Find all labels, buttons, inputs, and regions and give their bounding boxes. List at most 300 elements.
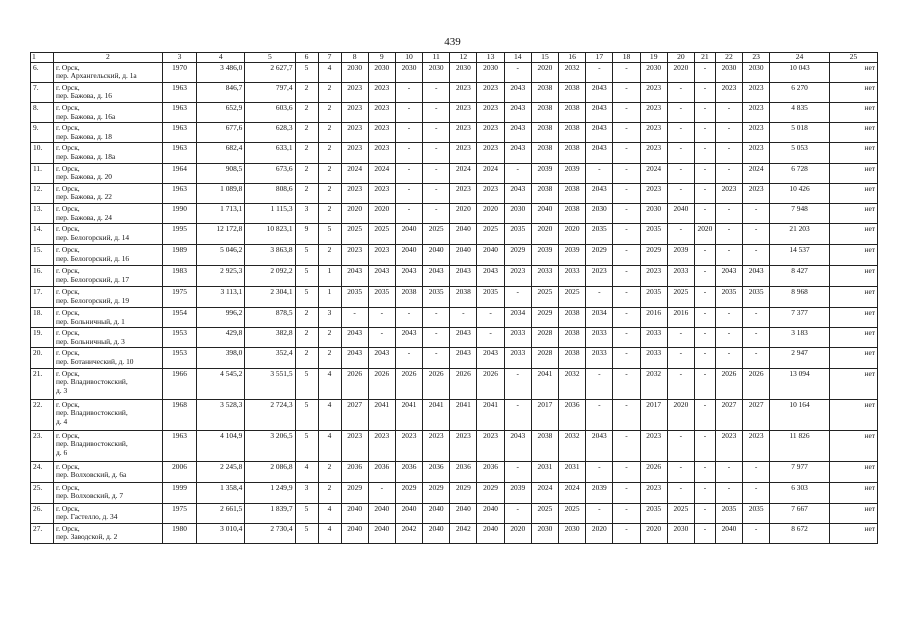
table-cell: 2027 bbox=[715, 399, 742, 430]
table-cell: 5 bbox=[295, 245, 318, 266]
column-number: 21 bbox=[694, 53, 715, 63]
table-cell: 2023 bbox=[423, 430, 450, 461]
table-cell: 2043 bbox=[504, 123, 531, 143]
table-cell: - bbox=[613, 461, 640, 482]
address-cell bbox=[54, 245, 163, 266]
address-cell bbox=[54, 102, 163, 122]
table-cell: - bbox=[395, 183, 422, 203]
table-cell: 2036 bbox=[341, 461, 368, 482]
table-cell: 878,5 bbox=[245, 308, 295, 328]
table-cell: - bbox=[715, 224, 742, 245]
table-cell: - bbox=[368, 482, 395, 503]
address-cell bbox=[54, 82, 163, 102]
table-cell: - bbox=[423, 183, 450, 203]
table-cell: 2036 bbox=[395, 461, 422, 482]
table-cell: 846,7 bbox=[197, 82, 245, 102]
table-cell: 2016 bbox=[667, 308, 694, 328]
table-cell: 2023 bbox=[395, 430, 422, 461]
table-cell: 4 bbox=[318, 503, 341, 523]
table-cell: 603,6 bbox=[245, 102, 295, 122]
table-cell: нет bbox=[829, 102, 877, 122]
table-cell: 2 bbox=[318, 482, 341, 503]
table-cell: 22. bbox=[31, 399, 54, 430]
table-cell: 10 426 bbox=[770, 183, 830, 203]
table-cell: 3 bbox=[318, 308, 341, 328]
address-line: пер. Бажова, д. 16 bbox=[56, 91, 112, 101]
table-cell: нет bbox=[829, 308, 877, 328]
address-cell bbox=[54, 399, 163, 430]
table-cell: 19. bbox=[31, 328, 54, 348]
table-cell: 10 164 bbox=[770, 399, 830, 430]
column-number: 17 bbox=[586, 53, 613, 63]
table-cell: 2025 bbox=[341, 224, 368, 245]
table-cell: - bbox=[667, 328, 694, 348]
table-cell: - bbox=[694, 163, 715, 183]
table-cell: 1 713,1 bbox=[197, 203, 245, 223]
table-cell: - bbox=[450, 308, 477, 328]
table-cell: 14. bbox=[31, 224, 54, 245]
table-cell: 7 977 bbox=[770, 461, 830, 482]
column-number: 6 bbox=[295, 53, 318, 63]
address-line: г. Орск, bbox=[56, 430, 80, 440]
table-cell: 5 bbox=[295, 399, 318, 430]
column-number: 12 bbox=[450, 53, 477, 63]
table-cell: 2030 bbox=[368, 62, 395, 82]
table-cell: 2025 bbox=[423, 224, 450, 245]
table-cell: 2 bbox=[318, 461, 341, 482]
table-row bbox=[31, 348, 878, 368]
table-cell: 2043 bbox=[450, 266, 477, 287]
table-cell: 2040 bbox=[450, 224, 477, 245]
table-cell: 2040 bbox=[477, 523, 504, 543]
table-cell: нет bbox=[829, 430, 877, 461]
table-cell: 2035 bbox=[504, 224, 531, 245]
table-cell: - bbox=[715, 163, 742, 183]
table-row bbox=[31, 183, 878, 203]
table-cell: 25. bbox=[31, 482, 54, 503]
table-cell: 18. bbox=[31, 308, 54, 328]
column-number: 25 bbox=[829, 53, 877, 63]
table-cell: 2038 bbox=[531, 82, 558, 102]
table-cell: 2023 bbox=[640, 482, 667, 503]
table-cell: 12. bbox=[31, 183, 54, 203]
table-cell: 2 bbox=[295, 183, 318, 203]
table-cell: 2023 bbox=[450, 102, 477, 122]
table-cell: нет bbox=[829, 287, 877, 308]
table-cell: 2023 bbox=[504, 266, 531, 287]
table-cell: 2043 bbox=[341, 328, 368, 348]
table-cell: 2043 bbox=[341, 348, 368, 368]
table-cell: 2023 bbox=[477, 183, 504, 203]
address-cell bbox=[54, 266, 163, 287]
table-cell: - bbox=[395, 308, 422, 328]
table-cell: - bbox=[395, 102, 422, 122]
table-cell: 2020 bbox=[586, 523, 613, 543]
table-cell: 14 537 bbox=[770, 245, 830, 266]
address-line: г. Орск, bbox=[56, 399, 80, 409]
table-cell: 2036 bbox=[423, 461, 450, 482]
address-line: г. Орск, bbox=[56, 503, 80, 513]
table-cell: 2030 bbox=[743, 62, 770, 82]
table-cell: 2040 bbox=[368, 503, 395, 523]
table-cell: - bbox=[715, 308, 742, 328]
table-cell: 2043 bbox=[504, 82, 531, 102]
table-cell: - bbox=[613, 503, 640, 523]
table-cell: - bbox=[613, 308, 640, 328]
table-cell: 2 627,7 bbox=[245, 62, 295, 82]
table-cell: 4 bbox=[318, 399, 341, 430]
table-cell: 17. bbox=[31, 287, 54, 308]
table-cell: - bbox=[715, 461, 742, 482]
table-cell: 2041 bbox=[531, 368, 558, 399]
address-line: пер. Белогорский, д. 16 bbox=[56, 253, 130, 263]
table-cell: - bbox=[504, 163, 531, 183]
table-cell: 2039 bbox=[667, 245, 694, 266]
table-cell: - bbox=[694, 430, 715, 461]
table-cell: 2030 bbox=[667, 523, 694, 543]
table-cell: - bbox=[395, 348, 422, 368]
table-cell: 4 bbox=[318, 62, 341, 82]
address-line: пер. Владивостокский, bbox=[56, 408, 128, 418]
table-cell: - bbox=[395, 82, 422, 102]
table-cell: 2033 bbox=[640, 328, 667, 348]
table-cell: - bbox=[586, 461, 613, 482]
table-cell: 2023 bbox=[477, 123, 504, 143]
table-cell: - bbox=[423, 203, 450, 223]
address-cell bbox=[54, 328, 163, 348]
table-cell: 2023 bbox=[368, 430, 395, 461]
table-cell: 2035 bbox=[715, 287, 742, 308]
table-cell: 2029 bbox=[477, 482, 504, 503]
table-cell: 1 358,4 bbox=[197, 482, 245, 503]
address-line: д. 3 bbox=[56, 385, 68, 395]
table-cell: 2020 bbox=[450, 203, 477, 223]
table-cell: 2023 bbox=[715, 183, 742, 203]
table-cell: 677,6 bbox=[197, 123, 245, 143]
table-cell: 2030 bbox=[395, 62, 422, 82]
table-cell: 2023 bbox=[368, 102, 395, 122]
address-line: г. Орск, bbox=[56, 523, 80, 533]
table-cell: 398,0 bbox=[197, 348, 245, 368]
table-cell: 2041 bbox=[368, 399, 395, 430]
table-cell: 382,8 bbox=[245, 328, 295, 348]
address-cell bbox=[54, 503, 163, 523]
table-cell: - bbox=[715, 245, 742, 266]
table-cell: 2023 bbox=[341, 102, 368, 122]
table-cell: 2020 bbox=[531, 62, 558, 82]
table-cell: нет bbox=[829, 368, 877, 399]
table-cell: - bbox=[743, 482, 770, 503]
table-cell: 2031 bbox=[531, 461, 558, 482]
table-cell: 2025 bbox=[667, 287, 694, 308]
table-row bbox=[31, 430, 878, 461]
column-number: 8 bbox=[341, 53, 368, 63]
table-cell: - bbox=[667, 224, 694, 245]
column-number: 2 bbox=[54, 53, 163, 63]
table-cell: 2040 bbox=[341, 523, 368, 543]
table-row bbox=[31, 82, 878, 102]
table-cell: 2036 bbox=[368, 461, 395, 482]
address-line: д. 6 bbox=[56, 447, 68, 457]
table-cell: 7 667 bbox=[770, 503, 830, 523]
column-number-row bbox=[31, 53, 878, 63]
table-cell: 2023 bbox=[341, 123, 368, 143]
table-cell: 2043 bbox=[504, 143, 531, 163]
table-cell: 2028 bbox=[531, 348, 558, 368]
table-cell: 1963 bbox=[162, 430, 197, 461]
table-cell: - bbox=[613, 203, 640, 223]
address-cell bbox=[54, 523, 163, 543]
table-cell: 2026 bbox=[477, 368, 504, 399]
table-cell: 2043 bbox=[395, 328, 422, 348]
table-cell: нет bbox=[829, 328, 877, 348]
table-cell: 2023 bbox=[368, 183, 395, 203]
table-cell: 2038 bbox=[531, 123, 558, 143]
table-cell: - bbox=[694, 62, 715, 82]
table-row bbox=[31, 308, 878, 328]
table-cell: 2025 bbox=[368, 224, 395, 245]
table-cell: 2040 bbox=[667, 203, 694, 223]
table-cell: 2038 bbox=[559, 328, 586, 348]
table-cell: нет bbox=[829, 482, 877, 503]
table-cell: - bbox=[694, 461, 715, 482]
table-row bbox=[31, 461, 878, 482]
table-cell: - bbox=[667, 143, 694, 163]
table-cell: 1966 bbox=[162, 368, 197, 399]
table-cell: 2023 bbox=[743, 82, 770, 102]
table-cell: 13. bbox=[31, 203, 54, 223]
table-cell: 2 bbox=[318, 245, 341, 266]
table-cell: 5 053 bbox=[770, 143, 830, 163]
table-cell: 3 113,1 bbox=[197, 287, 245, 308]
table-cell: 1953 bbox=[162, 328, 197, 348]
table-cell: 2038 bbox=[531, 430, 558, 461]
address-cell bbox=[54, 461, 163, 482]
table-cell: 27. bbox=[31, 523, 54, 543]
table-cell: - bbox=[586, 368, 613, 399]
table-cell: 2029 bbox=[341, 482, 368, 503]
address-line: пер. Белогорский, д. 19 bbox=[56, 295, 130, 305]
table-cell: - bbox=[613, 368, 640, 399]
table-cell: 2 bbox=[295, 82, 318, 102]
table-cell: - bbox=[423, 163, 450, 183]
table-cell: 2 bbox=[318, 143, 341, 163]
table-cell: - bbox=[694, 245, 715, 266]
table-cell: 2038 bbox=[531, 102, 558, 122]
address-cell bbox=[54, 123, 163, 143]
table-cell: 15. bbox=[31, 245, 54, 266]
table-cell: - bbox=[667, 123, 694, 143]
table-cell: - bbox=[341, 308, 368, 328]
table-cell: 2043 bbox=[504, 430, 531, 461]
table-cell: - bbox=[743, 245, 770, 266]
table-cell: - bbox=[613, 62, 640, 82]
table-cell: 2023 bbox=[640, 183, 667, 203]
table-cell: 3 010,4 bbox=[197, 523, 245, 543]
table-cell: 8 968 bbox=[770, 287, 830, 308]
table-cell: 2 730,4 bbox=[245, 523, 295, 543]
table-cell: 2 bbox=[295, 143, 318, 163]
table-cell: 2034 bbox=[504, 308, 531, 328]
table-cell: 1 115,3 bbox=[245, 203, 295, 223]
table-cell: 2043 bbox=[586, 123, 613, 143]
address-cell bbox=[54, 143, 163, 163]
table-cell: 2024 bbox=[477, 163, 504, 183]
table-cell: 2042 bbox=[450, 523, 477, 543]
table-cell: - bbox=[504, 461, 531, 482]
column-number: 18 bbox=[613, 53, 640, 63]
table-row bbox=[31, 368, 878, 399]
table-cell: 7. bbox=[31, 82, 54, 102]
table-cell: 2026 bbox=[368, 368, 395, 399]
table-cell: - bbox=[586, 62, 613, 82]
table-cell: 4 545,2 bbox=[197, 368, 245, 399]
table-cell: 10 823,1 bbox=[245, 224, 295, 245]
table-cell: - bbox=[667, 348, 694, 368]
table-cell: 2033 bbox=[586, 328, 613, 348]
table-cell: - bbox=[613, 523, 640, 543]
address-line: г. Орск, bbox=[56, 82, 80, 92]
table-cell: - bbox=[667, 163, 694, 183]
address-cell bbox=[54, 348, 163, 368]
address-cell bbox=[54, 368, 163, 399]
table-cell: 11 826 bbox=[770, 430, 830, 461]
table-cell: 16. bbox=[31, 266, 54, 287]
table-cell: 673,6 bbox=[245, 163, 295, 183]
table-cell: 2020 bbox=[368, 203, 395, 223]
table-cell: 8. bbox=[31, 102, 54, 122]
table-cell: 652,9 bbox=[197, 102, 245, 122]
address-line: пер. Бажова, д. 22 bbox=[56, 192, 112, 202]
table-cell: 2 bbox=[318, 123, 341, 143]
table-cell: 1953 bbox=[162, 348, 197, 368]
table-cell: 9 bbox=[295, 224, 318, 245]
table-cell: 2043 bbox=[395, 266, 422, 287]
table-cell: 2040 bbox=[477, 503, 504, 523]
column-number: 20 bbox=[667, 53, 694, 63]
table-cell: - bbox=[504, 503, 531, 523]
table-cell: 2035 bbox=[640, 224, 667, 245]
table-cell: 4 bbox=[318, 368, 341, 399]
address-line: пер. Волховский, д. 6а bbox=[56, 470, 127, 480]
table-cell: 2040 bbox=[531, 203, 558, 223]
table-cell: 2 bbox=[295, 328, 318, 348]
table-cell: - bbox=[586, 503, 613, 523]
table-cell: - bbox=[504, 368, 531, 399]
table-cell: 5 bbox=[295, 523, 318, 543]
column-number: 3 bbox=[162, 53, 197, 63]
table-cell: 2035 bbox=[586, 224, 613, 245]
table-cell: - bbox=[504, 287, 531, 308]
table-cell: - bbox=[586, 287, 613, 308]
table-cell: - bbox=[694, 328, 715, 348]
table-cell: 2023 bbox=[640, 430, 667, 461]
table-cell: 2030 bbox=[341, 62, 368, 82]
table-cell: 2020 bbox=[667, 399, 694, 430]
table-cell: - bbox=[613, 482, 640, 503]
table-cell: 9. bbox=[31, 123, 54, 143]
table-cell: 2025 bbox=[477, 224, 504, 245]
address-line: д. 4 bbox=[56, 416, 68, 426]
table-cell: 1995 bbox=[162, 224, 197, 245]
table-cell: - bbox=[715, 102, 742, 122]
table-cell: 2038 bbox=[450, 287, 477, 308]
address-line: г. Орск, bbox=[56, 245, 80, 255]
table-cell: 2023 bbox=[450, 183, 477, 203]
table-row bbox=[31, 102, 878, 122]
table-cell: - bbox=[423, 102, 450, 122]
address-line: пер. Бажова, д. 18а bbox=[56, 151, 116, 161]
table-cell: 2043 bbox=[586, 102, 613, 122]
table-cell: - bbox=[743, 523, 770, 543]
column-number: 1 bbox=[31, 53, 54, 63]
table-cell: 4 835 bbox=[770, 102, 830, 122]
table-cell: - bbox=[667, 482, 694, 503]
table-cell: 2023 bbox=[341, 183, 368, 203]
table-cell: 2 245,8 bbox=[197, 461, 245, 482]
table-cell: 2023 bbox=[743, 430, 770, 461]
table-cell: нет bbox=[829, 163, 877, 183]
table-cell: 1963 bbox=[162, 102, 197, 122]
table-cell: 2040 bbox=[715, 523, 742, 543]
table-cell: 2035 bbox=[640, 287, 667, 308]
table-cell: 3 863,8 bbox=[245, 245, 295, 266]
table-cell: 808,6 bbox=[245, 183, 295, 203]
table-cell: 5 018 bbox=[770, 123, 830, 143]
table-cell: 2039 bbox=[504, 482, 531, 503]
address-line: г. Орск, bbox=[56, 482, 80, 492]
table-cell: 5 bbox=[295, 503, 318, 523]
table-cell: 2040 bbox=[395, 245, 422, 266]
table-cell: - bbox=[715, 348, 742, 368]
table-cell: 2043 bbox=[423, 266, 450, 287]
table-cell: 3 551,5 bbox=[245, 368, 295, 399]
table-cell: 2020 bbox=[667, 62, 694, 82]
table-cell: 3 183 bbox=[770, 328, 830, 348]
table-cell: 2020 bbox=[694, 224, 715, 245]
table-cell: 2043 bbox=[504, 183, 531, 203]
table-cell: - bbox=[423, 143, 450, 163]
table-cell: - bbox=[613, 399, 640, 430]
table-cell: 2026 bbox=[640, 461, 667, 482]
address-line: г. Орск, bbox=[56, 224, 80, 234]
table-cell: 2043 bbox=[586, 183, 613, 203]
table-cell: 2023 bbox=[640, 266, 667, 287]
table-cell: 2040 bbox=[423, 245, 450, 266]
table-cell: 5 bbox=[318, 224, 341, 245]
table-cell: 2 925,3 bbox=[197, 266, 245, 287]
table-cell: - bbox=[613, 245, 640, 266]
table-cell: - bbox=[613, 143, 640, 163]
table-cell: 2023 bbox=[450, 143, 477, 163]
table-cell: 2023 bbox=[477, 430, 504, 461]
column-number: 11 bbox=[423, 53, 450, 63]
table-cell: 3 bbox=[295, 203, 318, 223]
table-row bbox=[31, 328, 878, 348]
table-cell: 2040 bbox=[450, 503, 477, 523]
address-cell bbox=[54, 224, 163, 245]
address-cell bbox=[54, 287, 163, 308]
table-cell: - bbox=[694, 82, 715, 102]
table-cell: 1954 bbox=[162, 308, 197, 328]
address-line: г. Орск, bbox=[56, 203, 80, 213]
table-cell: 4 bbox=[318, 430, 341, 461]
table-cell: 1 249,9 bbox=[245, 482, 295, 503]
table-cell: - bbox=[423, 123, 450, 143]
table-cell: 2029 bbox=[640, 245, 667, 266]
table-row bbox=[31, 62, 878, 82]
table-cell: - bbox=[715, 203, 742, 223]
